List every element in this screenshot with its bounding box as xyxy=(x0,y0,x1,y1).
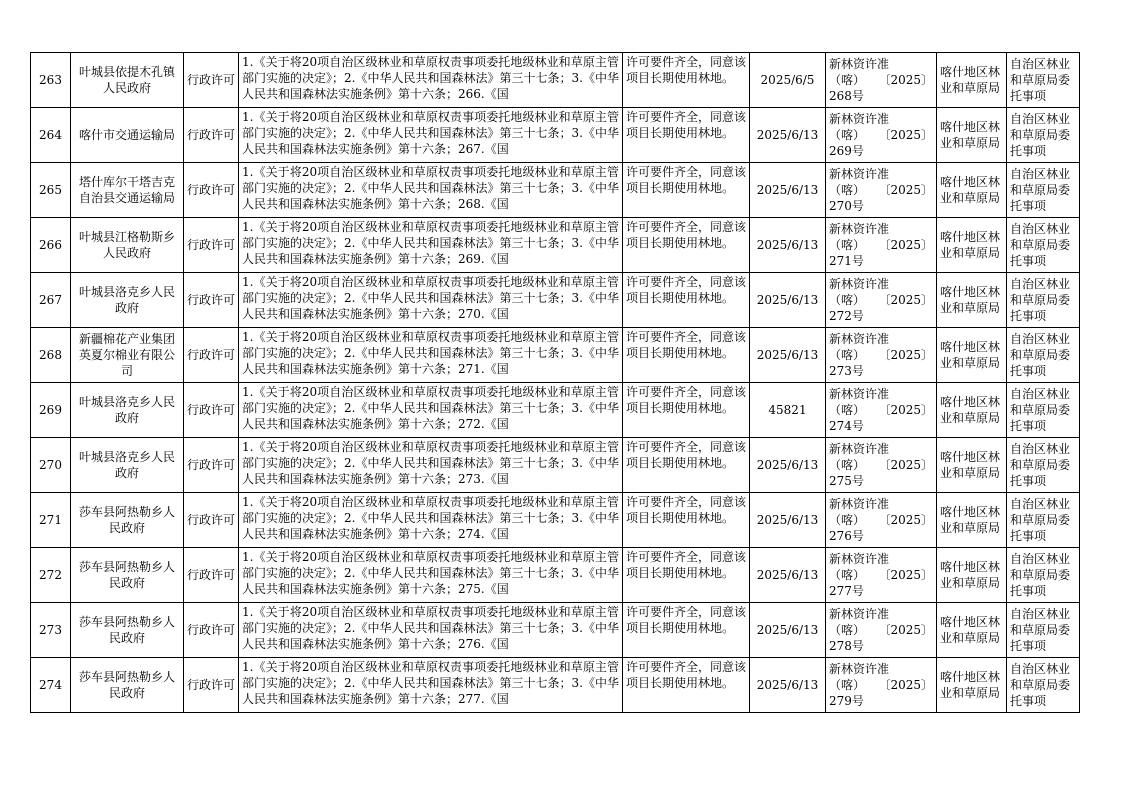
document-city: （喀） xyxy=(829,678,866,692)
table-row xyxy=(31,273,1080,328)
table-row xyxy=(31,218,1080,273)
action-type: 行政许可 xyxy=(184,603,239,658)
decision-date: 2025/6/13 xyxy=(750,493,826,548)
issuing-authority: 喀什地区林业和草原局 xyxy=(937,438,1007,493)
document-number xyxy=(826,328,937,383)
decision-date: 45821 xyxy=(750,383,826,438)
decision-result-cell xyxy=(623,548,750,603)
document-prefix: 新林资许准 xyxy=(829,112,890,126)
document-city: （喀） xyxy=(829,183,866,197)
issuing-authority: 喀什地区林业和草原局 xyxy=(937,603,1007,658)
decision-result: 许可要件齐全，同意该项目长期使用林地。 xyxy=(626,165,746,195)
remarks: 自治区林业和草原局委托事项 xyxy=(1007,53,1080,108)
applicant-organization: 莎车县阿热勒乡人民政府 xyxy=(71,548,184,603)
decision-result-cell xyxy=(623,438,750,493)
remarks: 自治区林业和草原局委托事项 xyxy=(1007,273,1080,328)
row-number: 271 xyxy=(31,493,71,548)
action-type: 行政许可 xyxy=(184,493,239,548)
document-serial: 279号 xyxy=(829,694,864,708)
document-city: （喀） xyxy=(829,293,866,307)
table-row xyxy=(31,603,1080,658)
remarks: 自治区林业和草原局委托事项 xyxy=(1007,493,1080,548)
document-prefix: 新林资许准 xyxy=(829,387,890,401)
row-number: 268 xyxy=(31,328,71,383)
decision-date: 2025/6/13 xyxy=(750,328,826,383)
decision-date: 2025/6/13 xyxy=(750,603,826,658)
remarks: 自治区林业和草原局委托事项 xyxy=(1007,438,1080,493)
decision-result-cell xyxy=(623,383,750,438)
document-prefix: 新林资许准 xyxy=(829,167,890,181)
decision-date: 2025/6/13 xyxy=(750,273,826,328)
issuing-authority: 喀什地区林业和草原局 xyxy=(937,383,1007,438)
decision-result: 许可要件齐全，同意该项目长期使用林地。 xyxy=(626,275,746,305)
action-type: 行政许可 xyxy=(184,548,239,603)
decision-result-cell xyxy=(623,603,750,658)
document-year: 〔2025〕 xyxy=(878,623,933,637)
remarks: 自治区林业和草原局委托事项 xyxy=(1007,218,1080,273)
decision-date: 2025/6/13 xyxy=(750,163,826,218)
row-number: 272 xyxy=(31,548,71,603)
document-prefix: 新林资许准 xyxy=(829,277,890,291)
decision-result-cell xyxy=(623,273,750,328)
legal-basis-cell xyxy=(239,658,623,713)
row-number: 269 xyxy=(31,383,71,438)
document-number xyxy=(826,548,937,603)
document-number xyxy=(826,438,937,493)
legal-basis: 1.《关于将20项自治区级林业和草原权责事项委托地级林业和草原主管部门实施的决定》；2.《中华人民共和国森林法》第三十七条；3.《中华人民共和国森林法实施条例》第十六条；275.《国 xyxy=(242,549,619,596)
legal-basis-cell xyxy=(239,53,623,108)
decision-result: 许可要件齐全，同意该项目长期使用林地。 xyxy=(626,660,746,690)
document-number xyxy=(826,658,937,713)
applicant-organization: 叶城县依提木孔镇人民政府 xyxy=(71,53,184,108)
document-prefix: 新林资许准 xyxy=(829,662,890,676)
applicant-organization: 莎车县阿热勒乡人民政府 xyxy=(71,493,184,548)
action-type: 行政许可 xyxy=(184,438,239,493)
table-row xyxy=(31,383,1080,438)
document-year: 〔2025〕 xyxy=(878,678,933,692)
decision-result: 许可要件齐全，同意该项目长期使用林地。 xyxy=(626,110,746,140)
legal-basis: 1.《关于将20项自治区级林业和草原权责事项委托地级林业和草原主管部门实施的决定》；2.《中华人民共和国森林法》第三十七条；3.《中华人民共和国森林法实施条例》第十六条；274.《国 xyxy=(242,494,619,541)
decision-date: 2025/6/13 xyxy=(750,548,826,603)
legal-basis-cell xyxy=(239,108,623,163)
legal-basis: 1.《关于将20项自治区级林业和草原权责事项委托地级林业和草原主管部门实施的决定》；2.《中华人民共和国森林法》第三十七条；3.《中华人民共和国森林法实施条例》第十六条；269.《国 xyxy=(242,219,619,266)
document-serial: 276号 xyxy=(829,529,864,543)
table-row xyxy=(31,493,1080,548)
issuing-authority: 喀什地区林业和草原局 xyxy=(937,548,1007,603)
table-row xyxy=(31,548,1080,603)
row-number: 266 xyxy=(31,218,71,273)
table-row xyxy=(31,658,1080,713)
applicant-organization: 叶城县洛克乡人民政府 xyxy=(71,438,184,493)
action-type: 行政许可 xyxy=(184,383,239,438)
decision-result-cell xyxy=(623,328,750,383)
decision-result-cell xyxy=(623,658,750,713)
decision-result-cell xyxy=(623,218,750,273)
document-year: 〔2025〕 xyxy=(878,348,933,362)
action-type: 行政许可 xyxy=(184,273,239,328)
action-type: 行政许可 xyxy=(184,163,239,218)
document-number xyxy=(826,273,937,328)
legal-basis-cell xyxy=(239,218,623,273)
remarks: 自治区林业和草原局委托事项 xyxy=(1007,658,1080,713)
document-number xyxy=(826,53,937,108)
document-city: （喀） xyxy=(829,513,866,527)
document-city: （喀） xyxy=(829,128,866,142)
issuing-authority: 喀什地区林业和草原局 xyxy=(937,493,1007,548)
issuing-authority: 喀什地区林业和草原局 xyxy=(937,108,1007,163)
document-serial: 269号 xyxy=(829,144,864,158)
remarks: 自治区林业和草原局委托事项 xyxy=(1007,383,1080,438)
document-number xyxy=(826,603,937,658)
document-number xyxy=(826,383,937,438)
remarks: 自治区林业和草原局委托事项 xyxy=(1007,163,1080,218)
legal-basis-cell xyxy=(239,328,623,383)
decision-result: 许可要件齐全，同意该项目长期使用林地。 xyxy=(626,440,746,470)
document-year: 〔2025〕 xyxy=(878,73,933,87)
remarks: 自治区林业和草原局委托事项 xyxy=(1007,108,1080,163)
remarks: 自治区林业和草原局委托事项 xyxy=(1007,603,1080,658)
action-type: 行政许可 xyxy=(184,108,239,163)
applicant-organization: 喀什市交通运输局 xyxy=(71,108,184,163)
legal-basis: 1.《关于将20项自治区级林业和草原权责事项委托地级林业和草原主管部门实施的决定》；2.《中华人民共和国森林法》第三十七条；3.《中华人民共和国森林法实施条例》第十六条；268.《国 xyxy=(242,164,619,211)
document-serial: 268号 xyxy=(829,89,864,103)
document-year: 〔2025〕 xyxy=(878,183,933,197)
applicant-organization: 莎车县阿热勒乡人民政府 xyxy=(71,603,184,658)
legal-basis: 1.《关于将20项自治区级林业和草原权责事项委托地级林业和草原主管部门实施的决定》；2.《中华人民共和国森林法》第三十七条；3.《中华人民共和国森林法实施条例》第十六条；276.《国 xyxy=(242,604,619,651)
document-year: 〔2025〕 xyxy=(878,513,933,527)
legal-basis-cell xyxy=(239,493,623,548)
table-row xyxy=(31,53,1080,108)
decision-result: 许可要件齐全，同意该项目长期使用林地。 xyxy=(626,495,746,525)
document-serial: 277号 xyxy=(829,584,864,598)
row-number: 264 xyxy=(31,108,71,163)
action-type: 行政许可 xyxy=(184,328,239,383)
decision-result: 许可要件齐全，同意该项目长期使用林地。 xyxy=(626,550,746,580)
document-serial: 272号 xyxy=(829,309,864,323)
table-body xyxy=(31,53,1080,713)
legal-basis-cell xyxy=(239,603,623,658)
document-serial: 273号 xyxy=(829,364,864,378)
issuing-authority: 喀什地区林业和草原局 xyxy=(937,163,1007,218)
table-row xyxy=(31,438,1080,493)
issuing-authority: 喀什地区林业和草原局 xyxy=(937,53,1007,108)
table-row xyxy=(31,163,1080,218)
legal-basis: 1.《关于将20项自治区级林业和草原权责事项委托地级林业和草原主管部门实施的决定》；2.《中华人民共和国森林法》第三十七条；3.《中华人民共和国森林法实施条例》第十六条；273.《国 xyxy=(242,439,619,486)
remarks: 自治区林业和草原局委托事项 xyxy=(1007,548,1080,603)
row-number: 274 xyxy=(31,658,71,713)
document-year: 〔2025〕 xyxy=(878,293,933,307)
decision-result: 许可要件齐全，同意该项目长期使用林地。 xyxy=(626,385,746,415)
document-prefix: 新林资许准 xyxy=(829,222,890,236)
document-prefix: 新林资许准 xyxy=(829,607,890,621)
document-serial: 274号 xyxy=(829,419,864,433)
row-number: 263 xyxy=(31,53,71,108)
applicant-organization: 塔什库尔干塔吉克自治县交通运输局 xyxy=(71,163,184,218)
document-year: 〔2025〕 xyxy=(878,128,933,142)
document-year: 〔2025〕 xyxy=(878,458,933,472)
document-number xyxy=(826,163,937,218)
decision-date: 2025/6/13 xyxy=(750,658,826,713)
legal-basis: 1.《关于将20项自治区级林业和草原权责事项委托地级林业和草原主管部门实施的决定》；2.《中华人民共和国森林法》第三十七条；3.《中华人民共和国森林法实施条例》第十六条；272.《国 xyxy=(242,384,619,431)
document-year: 〔2025〕 xyxy=(878,568,933,582)
issuing-authority: 喀什地区林业和草原局 xyxy=(937,218,1007,273)
decision-result-cell xyxy=(623,163,750,218)
decision-date: 2025/6/13 xyxy=(750,438,826,493)
document-city: （喀） xyxy=(829,403,866,417)
document-city: （喀） xyxy=(829,458,866,472)
row-number: 265 xyxy=(31,163,71,218)
row-number: 267 xyxy=(31,273,71,328)
document-number xyxy=(826,108,937,163)
issuing-authority: 喀什地区林业和草原局 xyxy=(937,658,1007,713)
document-year: 〔2025〕 xyxy=(878,403,933,417)
document-prefix: 新林资许准 xyxy=(829,332,890,346)
applicant-organization: 叶城县洛克乡人民政府 xyxy=(71,273,184,328)
legal-basis: 1.《关于将20项自治区级林业和草原权责事项委托地级林业和草原主管部门实施的决定》；2.《中华人民共和国森林法》第三十七条；3.《中华人民共和国森林法实施条例》第十六条；277.《国 xyxy=(242,659,619,706)
decision-date: 2025/6/13 xyxy=(750,218,826,273)
table-row xyxy=(31,328,1080,383)
legal-basis-cell xyxy=(239,163,623,218)
decision-result-cell xyxy=(623,493,750,548)
applicant-organization: 叶城县洛克乡人民政府 xyxy=(71,383,184,438)
table-row xyxy=(31,108,1080,163)
document-serial: 270号 xyxy=(829,199,864,213)
permit-table xyxy=(30,52,1080,713)
applicant-organization: 新疆棉花产业集团英夏尔棉业有限公司 xyxy=(71,328,184,383)
document-number xyxy=(826,493,937,548)
applicant-organization: 莎车县阿热勒乡人民政府 xyxy=(71,658,184,713)
action-type: 行政许可 xyxy=(184,53,239,108)
document-serial: 271号 xyxy=(829,254,864,268)
legal-basis: 1.《关于将20项自治区级林业和草原权责事项委托地级林业和草原主管部门实施的决定》；2.《中华人民共和国森林法》第三十七条；3.《中华人民共和国森林法实施条例》第十六条；267.《国 xyxy=(242,109,619,156)
document-city: （喀） xyxy=(829,348,866,362)
decision-date: 2025/6/13 xyxy=(750,108,826,163)
document-year: 〔2025〕 xyxy=(878,238,933,252)
document-city: （喀） xyxy=(829,568,866,582)
issuing-authority: 喀什地区林业和草原局 xyxy=(937,273,1007,328)
document-prefix: 新林资许准 xyxy=(829,497,890,511)
decision-result-cell xyxy=(623,108,750,163)
document-prefix: 新林资许准 xyxy=(829,57,890,71)
legal-basis: 1.《关于将20项自治区级林业和草原权责事项委托地级林业和草原主管部门实施的决定》；2.《中华人民共和国森林法》第三十七条；3.《中华人民共和国森林法实施条例》第十六条；271.《国 xyxy=(242,329,619,376)
decision-result: 许可要件齐全，同意该项目长期使用林地。 xyxy=(626,55,746,85)
applicant-organization: 叶城县江格勒斯乡人民政府 xyxy=(71,218,184,273)
document-city: （喀） xyxy=(829,623,866,637)
row-number: 270 xyxy=(31,438,71,493)
legal-basis-cell xyxy=(239,383,623,438)
legal-basis-cell xyxy=(239,273,623,328)
action-type: 行政许可 xyxy=(184,658,239,713)
decision-result: 许可要件齐全，同意该项目长期使用林地。 xyxy=(626,330,746,360)
document-city: （喀） xyxy=(829,73,866,87)
decision-result-cell xyxy=(623,53,750,108)
action-type: 行政许可 xyxy=(184,218,239,273)
document-prefix: 新林资许准 xyxy=(829,442,890,456)
decision-date: 2025/6/5 xyxy=(750,53,826,108)
legal-basis: 1.《关于将20项自治区级林业和草原权责事项委托地级林业和草原主管部门实施的决定》；2.《中华人民共和国森林法》第三十七条；3.《中华人民共和国森林法实施条例》第十六条；270.《国 xyxy=(242,274,619,321)
document-city: （喀） xyxy=(829,238,866,252)
legal-basis-cell xyxy=(239,548,623,603)
issuing-authority: 喀什地区林业和草原局 xyxy=(937,328,1007,383)
legal-basis-cell xyxy=(239,438,623,493)
decision-result: 许可要件齐全，同意该项目长期使用林地。 xyxy=(626,220,746,250)
row-number: 273 xyxy=(31,603,71,658)
document-serial: 278号 xyxy=(829,639,864,653)
decision-result: 许可要件齐全，同意该项目长期使用林地。 xyxy=(626,605,746,635)
legal-basis: 1.《关于将20项自治区级林业和草原权责事项委托地级林业和草原主管部门实施的决定》；2.《中华人民共和国森林法》第三十七条；3.《中华人民共和国森林法实施条例》第十六条；266.《国 xyxy=(242,54,619,101)
document-serial: 275号 xyxy=(829,474,864,488)
document-prefix: 新林资许准 xyxy=(829,552,890,566)
remarks: 自治区林业和草原局委托事项 xyxy=(1007,328,1080,383)
document-number xyxy=(826,218,937,273)
